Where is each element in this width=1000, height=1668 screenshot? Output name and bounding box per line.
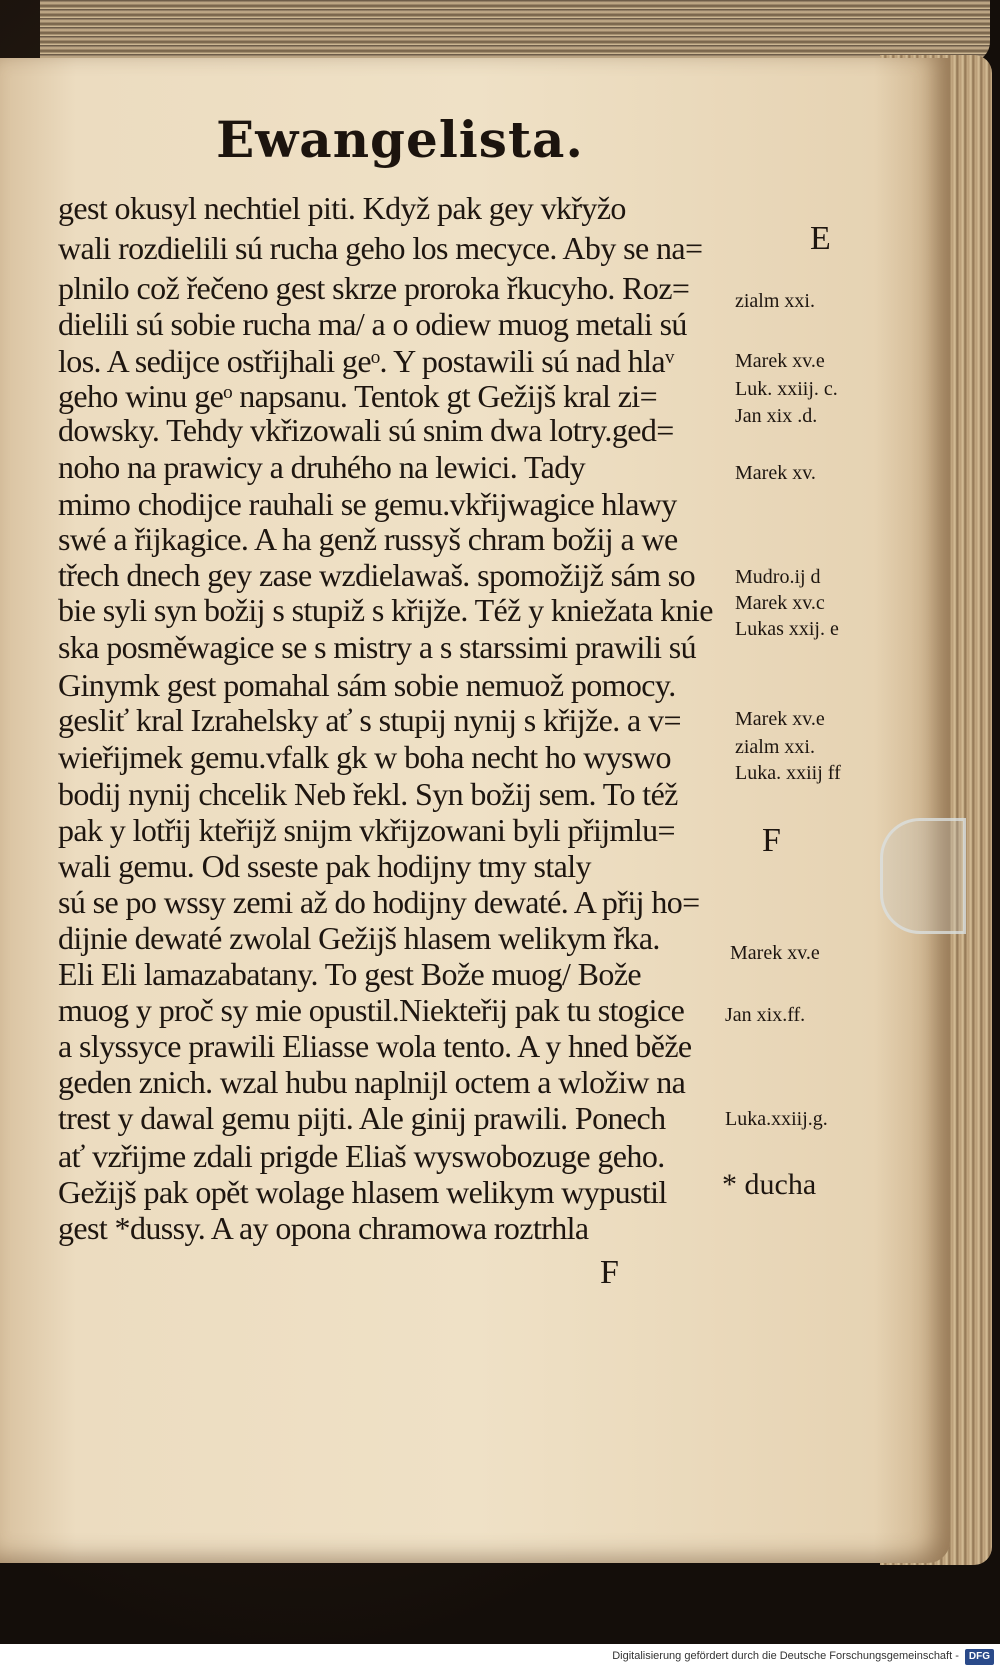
text-line: bie syli syn božij s stupiž s křijže. Též y kniežata knie xyxy=(58,592,713,628)
text-line: Ginymk gest pomahal sám sobie nemuož pomocy. xyxy=(58,667,676,703)
text-line: trest y dawal gemu pijti. Ale ginij prawili. Ponech xyxy=(58,1100,666,1136)
margin-section-letter: F xyxy=(762,822,781,859)
text-line: Eli Eli lamazabatany. To gest Bože muog/ Bože xyxy=(58,956,642,992)
text-line: gest okusyl nechtiel piti. Když pak gey vkřyžo xyxy=(58,190,626,226)
text-line: gesliť kral Izrahelsky ať s stupij nynij s křijže. a v= xyxy=(58,702,681,738)
margin-note: Marek xv.e xyxy=(730,942,820,964)
text-line: muog y proč sy mie opustil.Niekteřij pak tu stogice xyxy=(58,992,685,1028)
page-header: Ewangelista. xyxy=(216,110,584,169)
margin-note: Marek xv. xyxy=(735,462,816,484)
dfg-logo: DFG xyxy=(965,1649,994,1665)
margin-note: Lukas xxij. e xyxy=(735,618,839,640)
margin-note: zialm xxi. xyxy=(735,736,815,758)
page-clip xyxy=(880,818,966,934)
text-line: a slyssyce prawili Eliasse wola tento. A y hned běže xyxy=(58,1028,692,1064)
text-line: wali gemu. Od sseste pak hodijny tmy staly xyxy=(58,848,591,884)
margin-note: Luka. xxiij ff xyxy=(735,762,841,784)
text-line: bodij nynij chcelik Neb řekl. Syn božij sem. To též xyxy=(58,776,678,812)
text-line: sú se po wssy zemi až do hodijny dewaté. A přij ho= xyxy=(58,884,700,920)
margin-section-letter: E xyxy=(810,220,831,257)
text-line: mimo chodijce rauhali se gemu.vkřijwagice hlawy xyxy=(58,486,677,522)
margin-note: Mudro.ij d xyxy=(735,566,821,588)
text-line: wieřijmek gemu.vfalk gk w boha necht ho wyswo xyxy=(58,739,671,775)
text-line: geden znich. wzal hubu naplnijl octem a wložiw na xyxy=(58,1064,686,1100)
text-line: swé a řijkagice. A ha genž russyš chram božij a we xyxy=(58,521,678,557)
text-line: ska posměwagice se s mistry a s starssimi prawili sú xyxy=(58,629,697,665)
text-line: Gežijš pak opět wolage hlasem welikym wypustil xyxy=(58,1174,667,1210)
digitization-footer xyxy=(0,1644,1000,1668)
text-line: plnilo což řečeno gest skrze proroka řkucyho. Roz= xyxy=(58,270,690,306)
text-line: gest *dussy. A ay opona chramowa roztrhla xyxy=(58,1210,589,1246)
text-line: geho winu geᵒ napsanu. Tentok gt Gežijš kral zi= xyxy=(58,378,658,414)
margin-note: Luk. xxiij. c. xyxy=(735,378,838,400)
text-line: wali rozdielili sú rucha geho los mecyce. Aby se na= xyxy=(58,230,703,266)
catchword-signature: F xyxy=(600,1254,619,1291)
text-line: dielili sú sobie rucha ma/ a o odiew muog metali sú xyxy=(58,306,687,342)
text-line: dijnie dewaté zwolal Gežijš hlasem welikym řka. xyxy=(58,920,660,956)
margin-note: Marek xv.c xyxy=(735,592,825,614)
book-top-edge xyxy=(40,0,990,62)
text-line: dowsky. Tehdy vkřizowali sú snim dwa lotry.ged= xyxy=(58,412,674,448)
text-line: pak y lotřij kteřijž snijm vkřijzowani byli přijmlu= xyxy=(58,812,675,848)
text-line: ať vzřijme zdali prigde Eliaš wyswobozuge geho. xyxy=(58,1138,665,1174)
margin-note: Jan xix .d. xyxy=(735,405,818,427)
margin-note: Jan xix.ff. xyxy=(725,1004,806,1026)
footer-text: Digitalisierung gefördert durch die Deutsche Forschungsgemeinschaft - xyxy=(612,1650,959,1662)
margin-note: zialm xxi. xyxy=(735,290,815,312)
margin-note: Marek xv.e xyxy=(735,708,825,730)
margin-note: Marek xv.e xyxy=(735,350,825,372)
text-line: noho na prawicy a druhého na lewici. Tady xyxy=(58,449,586,485)
margin-note-gloss: * ducha xyxy=(722,1168,817,1201)
text-line: třech dnech gey zase wzdielawaš. spomožijž sám so xyxy=(58,557,696,593)
margin-note: Luka.xxiij.g. xyxy=(725,1108,828,1130)
text-line: los. A sedijce ostřijhali geᵒ. Y postawili sú nad hlaᵛ xyxy=(58,343,674,379)
